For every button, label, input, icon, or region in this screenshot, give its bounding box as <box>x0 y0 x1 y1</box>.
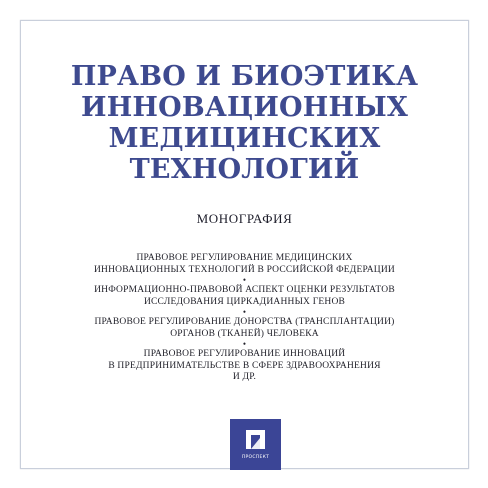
topic-line: ПРАВОВОЕ РЕГУЛИРОВАНИЕ ИННОВАЦИЙ <box>143 349 346 359</box>
publisher-logo <box>230 419 281 470</box>
topic-list <box>21 253 468 384</box>
bullet-separator: • <box>242 339 247 349</box>
topic-line: ПРАВОВОЕ РЕГУЛИРОВАНИЕ МЕДИЦИНСКИХ <box>136 253 353 263</box>
title-line: ИННОВАЦИОННЫХ <box>81 92 408 123</box>
book-cover <box>20 20 469 469</box>
title-line: ПРАВО И БИОЭТИКА <box>70 61 419 92</box>
topic-item <box>21 285 468 308</box>
title-line: МЕДИЦИНСКИХ <box>108 123 381 154</box>
publisher-logo-text: ПРОСПЕКТ <box>241 455 270 460</box>
bullet-separator: • <box>242 307 247 317</box>
topic-line: ОРГАНОВ (ТКАНЕЙ) ЧЕЛОВЕКА <box>170 328 319 339</box>
publisher-logo-icon <box>244 428 267 451</box>
topic-line: ИНФОРМАЦИОННО-ПРАВОВОЙ АСПЕКТ ОЦЕНКИ РЕЗУЛЬТАТОВ <box>94 285 395 295</box>
topic-line: ИССЛЕДОВАНИЯ ЦИРКАДИАННЫХ ГЕНОВ <box>143 296 346 307</box>
title-line: ТЕХНОЛОГИЙ <box>129 154 360 185</box>
topic-line: ИННОВАЦИОННЫХ ТЕХНОЛОГИЙ В РОССИЙСКОЙ ФЕДЕРАЦИИ <box>94 264 395 275</box>
book-title <box>21 61 468 185</box>
book-subtitle: МОНОГРАФИЯ <box>196 211 293 226</box>
bullet-separator: • <box>242 275 247 285</box>
topic-item <box>21 349 468 384</box>
topic-item <box>21 253 468 276</box>
topic-line: И ДР. <box>232 372 257 382</box>
topic-item <box>21 317 468 340</box>
topic-line: В ПРЕДПРИНИМАТЕЛЬСТВЕ В СФЕРЕ ЗДРАВООХРАНЕНИЯ <box>108 360 381 371</box>
topic-line: ПРАВОВОЕ РЕГУЛИРОВАНИЕ ДОНОРСТВА (ТРАНСПЛАНТАЦИИ) <box>94 317 395 327</box>
